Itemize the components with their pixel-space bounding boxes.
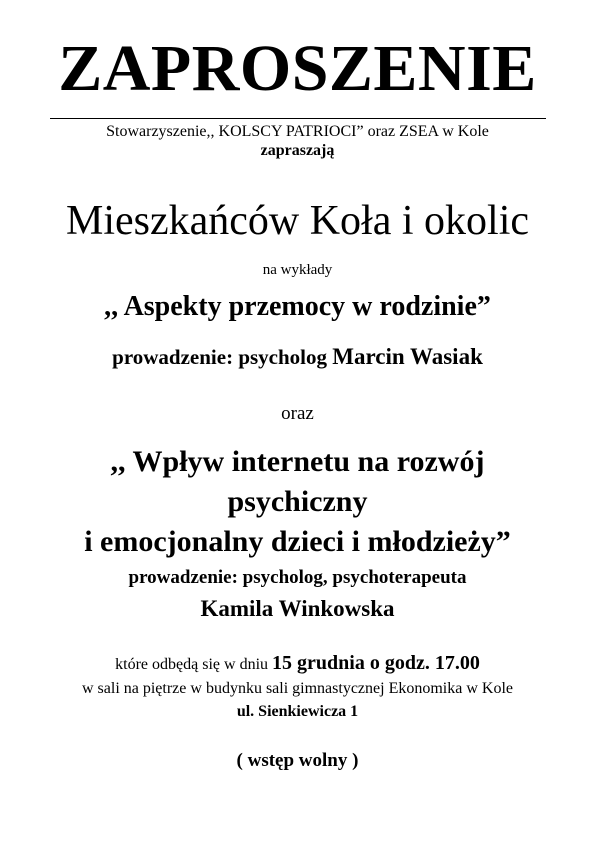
event-when (0, 653, 595, 673)
lecture2-host-prefix: prowadzenie: psycholog, psychoterapeuta (128, 567, 467, 588)
title-divider (50, 118, 546, 119)
lecture1-topic: ,, Aspekty przemocy w rodzinie” (104, 291, 491, 322)
event-date-time: 15 grudnia o godz. 17.00 (272, 652, 480, 674)
lecture1-host-prefix: prowadzenie: psycholog (112, 345, 333, 369)
invite-text: zapraszają (260, 142, 335, 159)
event-address: ul. Sienkiewicza 1 (236, 703, 359, 720)
event-location: w sali na piętrze w budynku sali gimnastycznej Ekonomika w Kole (81, 680, 513, 697)
lecture2-topic-line-3: i emocjonalny dzieci i młodzieży” (84, 525, 511, 558)
audience-heading: Mieszkańców Koła i okolic (65, 198, 530, 244)
lecture1-host (0, 345, 595, 368)
lecture2-host-name: Kamila Winkowska (200, 596, 395, 621)
lecture-intro: na wykłady (262, 262, 333, 278)
conjunction-text: oraz (281, 403, 314, 424)
entry-note: ( wstęp wolny ) (236, 750, 359, 771)
lecture1-host-name: Marcin Wasiak (332, 344, 483, 369)
lecture2-topic-line-1: ,, Wpływ internetu na rozwój (110, 445, 485, 478)
page-title: ZAPROSZENIE (58, 32, 537, 105)
organizers-text: Stowarzyszenie,, KOLSCY PATRIOCI” oraz ZSEA w Kole (106, 123, 489, 140)
lecture2-topic-line-2: psychiczny (227, 485, 368, 518)
event-when-prefix: które odbędą się w dniu (115, 656, 273, 673)
